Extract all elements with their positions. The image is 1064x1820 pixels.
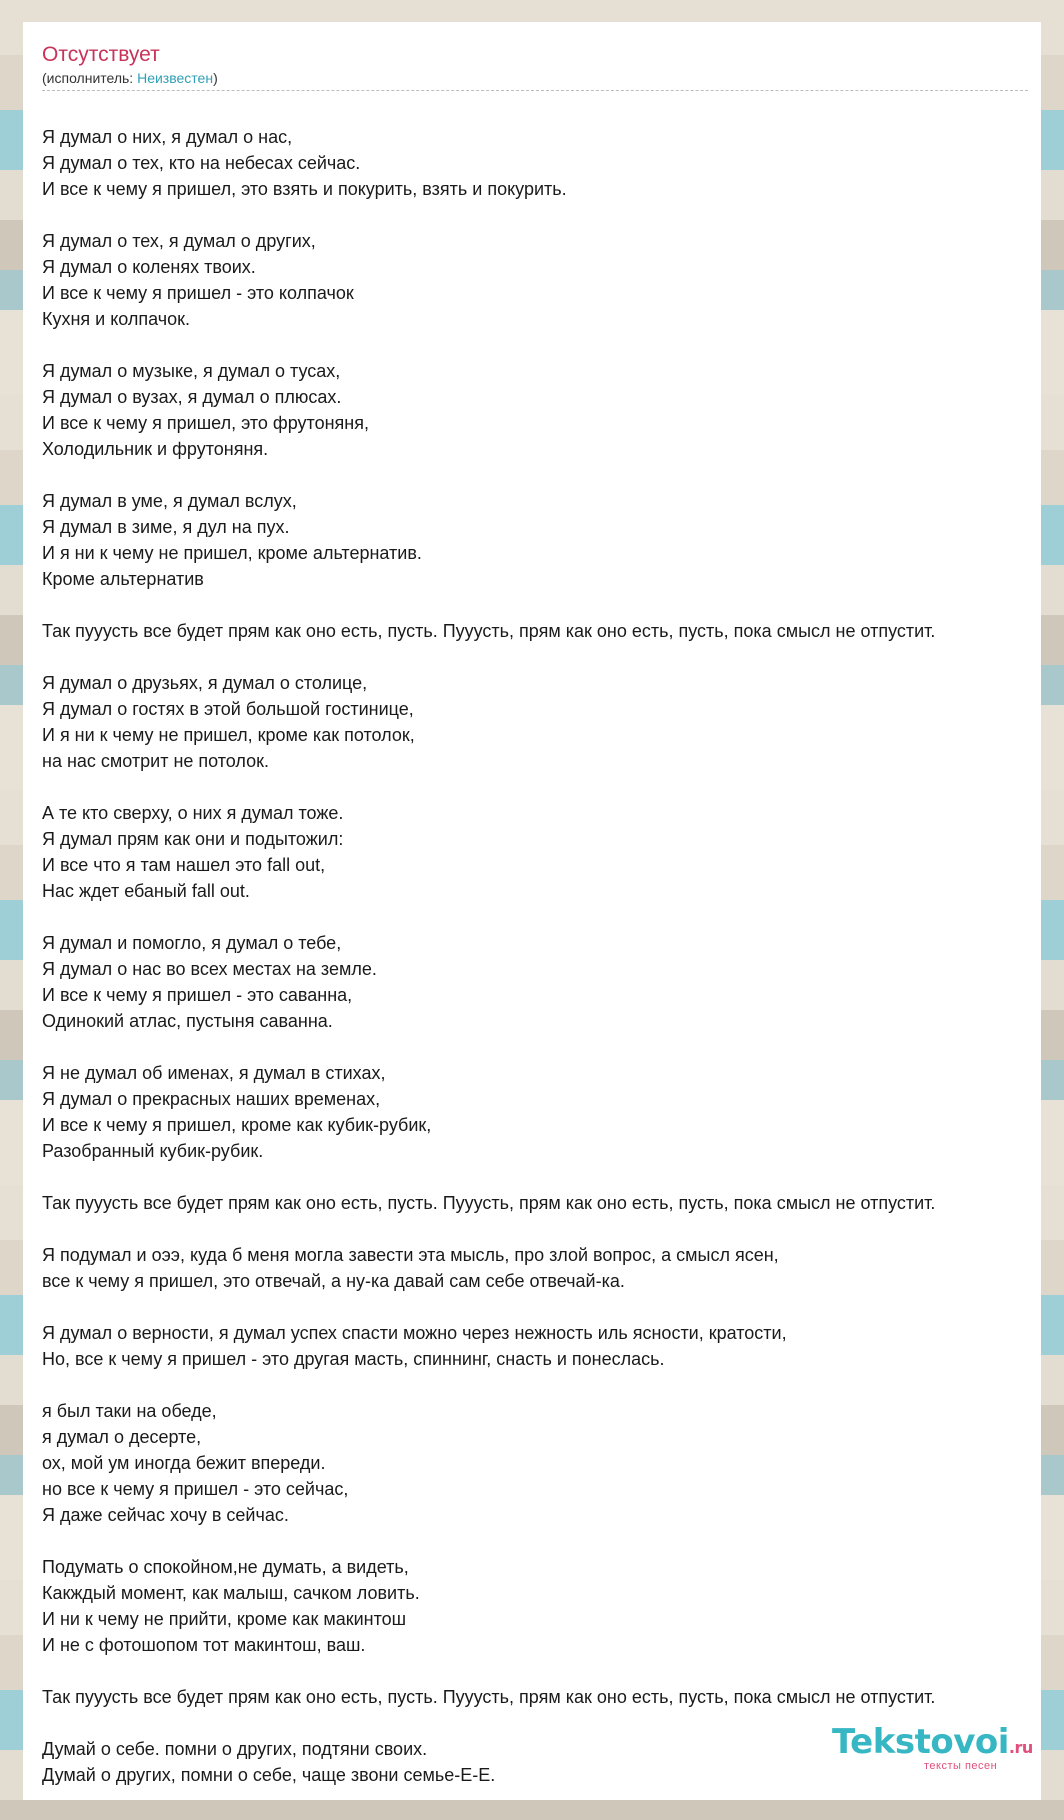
stanza-gap [42, 1372, 1041, 1398]
lyric-line: Я не думал об именах, я думал в стихах, [42, 1063, 386, 1083]
artist-line [42, 69, 1028, 87]
lyric-line: ох, мой ум иногда бежит впереди. [42, 1453, 326, 1473]
logo-tld: .ru [1008, 1738, 1033, 1757]
lyric-line: на нас смотрит не потолок. [42, 751, 270, 771]
artist-suffix: ) [213, 70, 218, 86]
lyric-line: Я думал о вузах, я думал о плюсах. [42, 387, 342, 407]
lyric-line: Я даже сейчас хочу в сейчас. [42, 1505, 289, 1525]
lyric-line: Одинокий атлас, пустыня саванна. [42, 1011, 333, 1031]
lyric-line: Я думал о них, я думал о нас, [42, 127, 293, 147]
lyric-line: Холодильник и фрутоняня. [42, 439, 269, 459]
stanza-gap [42, 904, 1041, 930]
stanza-gap [42, 1658, 1041, 1684]
lyric-line: я думал о десерте, [42, 1427, 202, 1447]
lyric-line: все к чему я пришел, это отвечай, а ну-ка давай сам себе отвечай-ка. [42, 1271, 625, 1291]
lyric-line: Так пууусть все будет прям как оно есть, пусть. Пууусть, прям как оно есть, пусть, пока смысл не отпустит. [42, 621, 936, 641]
site-logo[interactable] [832, 1723, 1032, 1783]
lyric-line: Я думал о друзьях, я думал о столице, [42, 673, 368, 693]
header-divider [42, 90, 1028, 91]
stanza-gap [42, 462, 1041, 488]
stanza-gap [42, 332, 1041, 358]
lyric-line: Я думал о тех, кто на небесах сейчас. [42, 153, 361, 173]
stanza-gap [42, 1034, 1041, 1060]
lyric-line: Думай о других, помни о себе, чаще звони семье-Е-Е. [42, 1765, 496, 1785]
song-title: Отсутствует [42, 43, 160, 66]
lyric-line: Я думал о музыке, я думал о тусах, [42, 361, 341, 381]
lyric-line: И я ни к чему не пришел, кроме альтернатив. [42, 543, 422, 563]
lyrics-text [42, 124, 1041, 1788]
lyric-line: Кухня и колпачок. [42, 309, 191, 329]
lyric-line: И все что я там нашел это fall out, [42, 855, 326, 875]
lyric-line: И все к чему я пришел - это колпачок [42, 283, 354, 303]
stanza-gap [42, 644, 1041, 670]
logo-name: Tekstovoi [832, 1722, 1009, 1762]
lyric-line: Кроме альтернатив [42, 569, 204, 589]
stanza-gap [42, 1528, 1041, 1554]
lyric-line: Но, все к чему я пришел - это другая масть, спиннинг, снасть и понеслась. [42, 1349, 665, 1369]
lyric-line: И все к чему я пришел - это саванна, [42, 985, 353, 1005]
lyric-line: Я думал в уме, я думал вслух, [42, 491, 297, 511]
lyric-line: Я думал и помогло, я думал о тебе, [42, 933, 342, 953]
artist-link[interactable]: Неизвестен [137, 70, 214, 86]
logo-tagline: тексты песен [924, 1760, 998, 1772]
stanza-gap [42, 592, 1041, 618]
stanza-gap [42, 774, 1041, 800]
song-header [42, 42, 1028, 91]
lyric-line: Я думал о прекрасных наших временах, [42, 1089, 381, 1109]
lyric-line: Так пууусть все будет прям как оно есть, пусть. Пууусть, прям как оно есть, пусть, пока смысл не отпустит. [42, 1687, 936, 1707]
lyric-line: И не с фотошопом тот макинтош, ваш. [42, 1635, 366, 1655]
lyric-line: Я думал о верности, я думал успех спасти можно через нежность иль ясности, кратости, [42, 1323, 787, 1343]
lyric-line: Нас ждет ебаный fall out. [42, 881, 250, 901]
lyric-line: Я думал о коленях твоих. [42, 257, 256, 277]
lyric-line: Думай о себе. помни о других, подтяни своих. [42, 1739, 428, 1759]
lyric-line: И все к чему я пришел, это фрутоняня, [42, 413, 369, 433]
lyric-line: Я думал в зиме, я дул на пух. [42, 517, 290, 537]
lyric-line: Я подумал и оээ, куда б меня могла завести эта мысль, про злой вопрос, а смысл ясен, [42, 1245, 779, 1265]
lyric-line: Так пууусть все будет прям как оно есть, пусть. Пууусть, прям как оно есть, пусть, пока смысл не отпустит. [42, 1193, 936, 1213]
stanza-gap [42, 202, 1041, 228]
lyric-line: А те кто сверху, о них я думал тоже. [42, 803, 344, 823]
lyric-line: Я думал о нас во всех местах на земле. [42, 959, 377, 979]
stanza-gap [42, 1164, 1041, 1190]
stanza-gap [42, 1216, 1041, 1242]
lyric-line: я был таки на обеде, [42, 1401, 217, 1421]
lyric-line: И ни к чему не прийти, кроме как макинтош [42, 1609, 407, 1629]
lyric-line: Какждый момент, как малыш, сачком ловить. [42, 1583, 420, 1603]
artist-prefix: (исполнитель: [42, 70, 138, 86]
lyric-line: Я думал о тех, я думал о других, [42, 231, 316, 251]
lyric-line: Подумать о спокойном,не думать, а видеть, [42, 1557, 409, 1577]
lyric-line: Разобранный кубик-рубик. [42, 1141, 264, 1161]
lyric-line: но все к чему я пришел - это сейчас, [42, 1479, 349, 1499]
lyric-line: И все к чему я пришел, кроме как кубик-рубик, [42, 1115, 432, 1135]
lyric-line: И все к чему я пришел, это взять и покурить, взять и покурить. [42, 179, 567, 199]
lyric-line: И я ни к чему не пришел, кроме как потолок, [42, 725, 415, 745]
lyrics-page [23, 22, 1041, 1800]
stanza-gap [42, 1294, 1041, 1320]
lyric-line: Я думал прям как они и подытожил: [42, 829, 344, 849]
lyric-line: Я думал о гостях в этой большой гостинице, [42, 699, 414, 719]
